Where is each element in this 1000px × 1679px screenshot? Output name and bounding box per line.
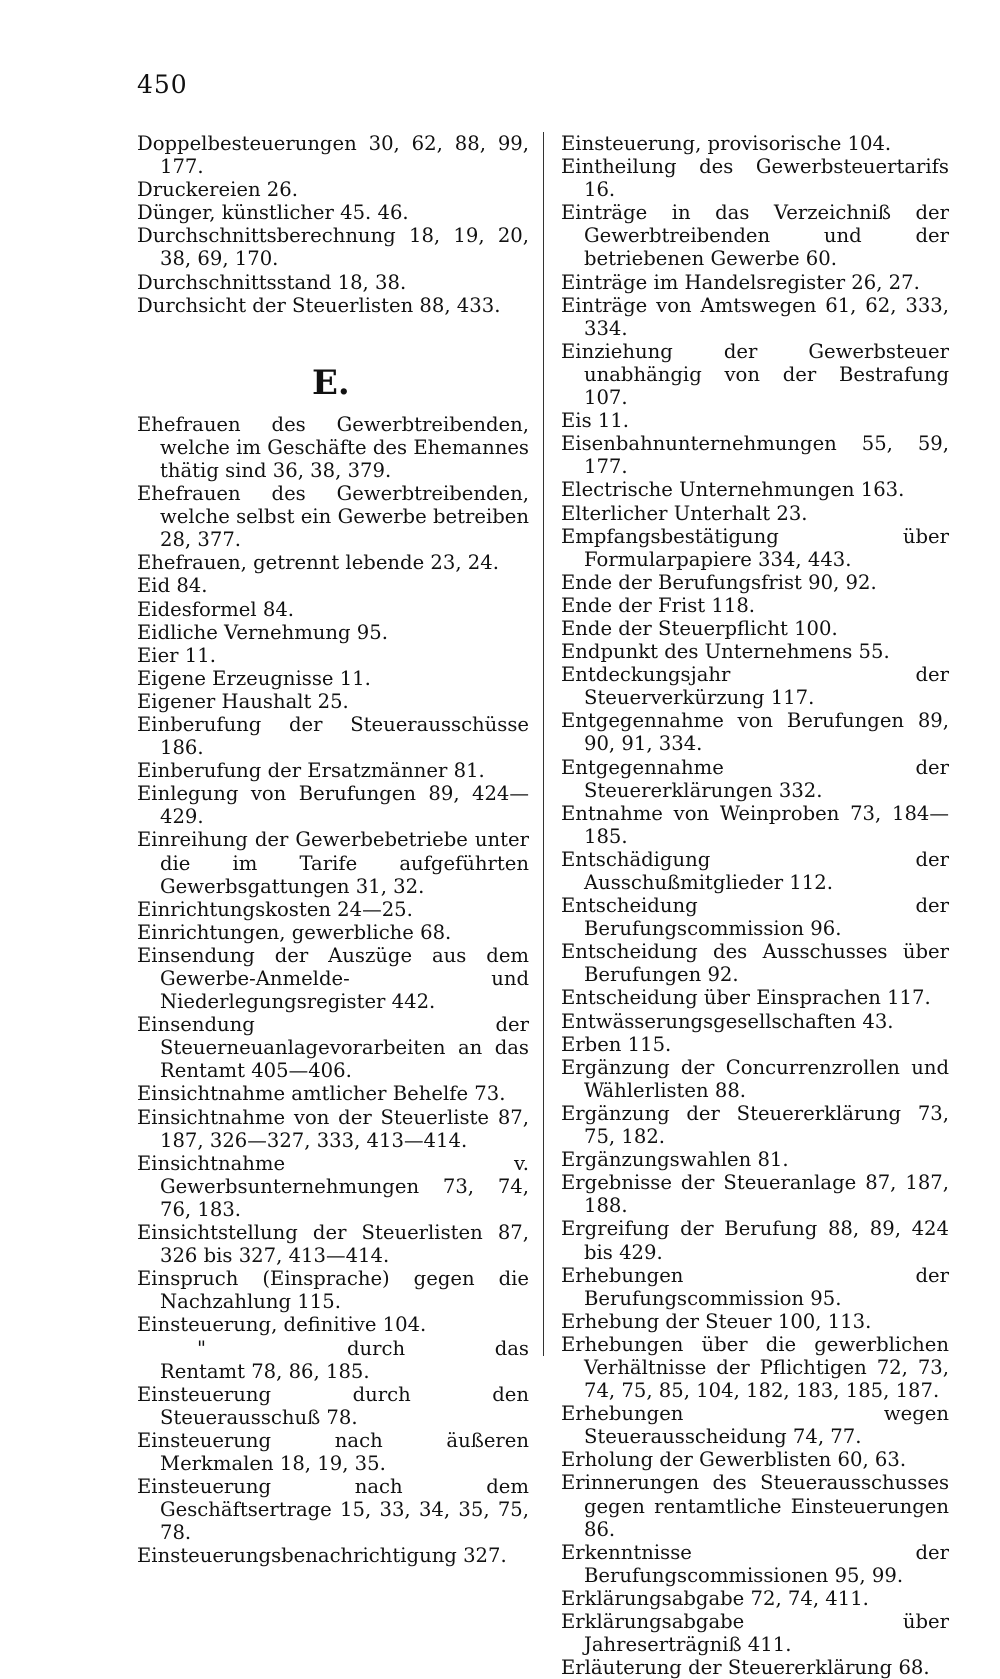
section-letter-e: E. bbox=[312, 362, 350, 403]
index-entry: Einziehung der Gewerbsteuer unabhängig von der Bestrafung 107. bbox=[561, 339, 949, 410]
index-entry: Einsteuerung nach äußeren Merkmalen 18, 19, 35. bbox=[137, 1428, 529, 1475]
ditto-mark: " bbox=[197, 1336, 207, 1360]
page-number: 450 bbox=[137, 70, 188, 99]
index-entry: Ergänzungswahlen 81. bbox=[561, 1148, 789, 1172]
index-entry: Einsichtnahme v. Gewerbsunternehmungen 73, 74, 76, 183. bbox=[137, 1151, 529, 1221]
index-entry: Erholung der Gewerblisten 60, 63. bbox=[561, 1448, 907, 1472]
index-entry: Erklärungsabgabe über Jahreserträgniß 411. bbox=[561, 1610, 949, 1657]
index-entry: Erhebung der Steuer 100, 113. bbox=[561, 1309, 872, 1333]
index-entry: Erhebungen über die gewerblichen Verhältnisse der Pflichtigen 72, 73, 74, 75, 85, 104, 182, 183, 185, 187. bbox=[561, 1332, 949, 1403]
index-entry: Entnahme von Weinproben 73, 184—185. bbox=[561, 801, 949, 848]
index-entry: Entschädigung der Ausschußmitglieder 112. bbox=[561, 847, 949, 894]
index-entry: Durchschnittsstand 18, 38. bbox=[137, 270, 407, 294]
index-entry: Ergreifung der Berufung 88, 89, 424 bis 429. bbox=[561, 1217, 949, 1264]
index-entry: Entgegennahme von Berufungen 89, 90, 91, 334. bbox=[561, 709, 949, 756]
index-entry: Ergänzung der Steuererklärung 73, 75, 182. bbox=[561, 1101, 949, 1149]
index-entry: Dünger, künstlicher 45. 46. bbox=[137, 201, 409, 225]
index-entry: Einsteuerungsbenachrichtigung 327. bbox=[137, 1544, 507, 1568]
index-entry: Durchschnittsberechnung 18, 19, 20, 38, 69, 170. bbox=[137, 224, 529, 271]
index-entry: Erkenntnisse der Berufungscommissionen 95, 99. bbox=[561, 1540, 949, 1587]
index-entry: Einträge von Amtswegen 61, 62, 333, 334. bbox=[561, 293, 949, 340]
index-entry: Einsendung der Steuerneuanlagevorarbeiten an das Rentamt 405—406. bbox=[137, 1013, 529, 1083]
index-entry: Entgegennahme der Steuererklärungen 332. bbox=[561, 755, 949, 802]
index-entry: Einsichtnahme von der Steuerliste 87, 187, 326—327, 333, 413—414. bbox=[137, 1105, 529, 1152]
entry-list-d bbox=[137, 132, 529, 317]
index-entry: Empfangsbestätigung über Formularpapiere 334, 443. bbox=[561, 524, 949, 571]
index-entry: Eidesformel 84. bbox=[137, 597, 295, 621]
index-entry: Eid 84. bbox=[137, 574, 208, 598]
index-entry: Ergänzung der Concurrenzrollen und Wählerlisten 88. bbox=[561, 1055, 949, 1102]
index-entry: Ehefrauen des Gewerbtreibenden, welche selbst ein Gewerbe betreiben 28, 377. bbox=[137, 482, 529, 552]
index-entry: Eigener Haushalt 25. bbox=[137, 689, 349, 713]
index-entry: Entwässerungsgesellschaften 43. bbox=[561, 1009, 894, 1033]
index-entry-ditto bbox=[137, 1337, 529, 1383]
index-entry: Erhebungen der Berufungscommission 95. bbox=[561, 1263, 949, 1310]
index-entry: Ende der Berufungsfrist 90, 92. bbox=[561, 570, 877, 594]
index-entry: Einrichtungskosten 24—25. bbox=[137, 897, 413, 921]
index-entry: Einreihung der Gewerbebetriebe unter die im Tarife aufgeführten Gewerbsgattungen 31, 32. bbox=[137, 828, 529, 898]
index-entry: Druckereien 26. bbox=[137, 178, 298, 202]
entry-list-right bbox=[561, 132, 949, 1679]
index-entry: Entscheidung des Ausschusses über Berufungen 92. bbox=[561, 940, 949, 987]
index-entry: Eidliche Vernehmung 95. bbox=[137, 620, 388, 644]
column-divider bbox=[543, 132, 544, 1356]
index-entry: Einsichtnahme amtlicher Behelfe 73. bbox=[137, 1082, 506, 1106]
index-entry: Einrichtungen, gewerbliche 68. bbox=[137, 920, 452, 944]
index-entry: Einspruch (Einsprache) gegen die Nachzahlung 115. bbox=[137, 1267, 529, 1314]
index-entry: Erinnerungen des Steuerausschusses gegen rentamtliche Einsteuerungen 86. bbox=[561, 1471, 949, 1541]
index-entry: Entscheidung über Einsprachen 117. bbox=[561, 986, 931, 1010]
index-entry: Durchsicht der Steuerlisten 88, 433. bbox=[137, 293, 501, 317]
index-entry: Erben 115. bbox=[561, 1032, 672, 1056]
index-entry: Elterlicher Unterhalt 23. bbox=[561, 501, 808, 525]
index-entry: Einberufung der Ersatzmänner 81. bbox=[137, 759, 485, 783]
index-entry: Einsteuerung, provisorische 104. bbox=[561, 132, 892, 155]
index-entry: Entdeckungsjahr der Steuerverkürzung 117. bbox=[561, 663, 949, 710]
index-entry: Einlegung von Berufungen 89, 424—429. bbox=[137, 782, 529, 829]
index-entry: Einsteuerung nach dem Geschäftsertrage 15, 33, 34, 35, 75, 78. bbox=[137, 1475, 529, 1545]
index-entry: Eisenbahnunternehmungen 55, 59, 177. bbox=[561, 432, 949, 479]
entry-list-end bbox=[137, 1383, 529, 1568]
index-entry: Erklärungsabgabe 72, 74, 411. bbox=[561, 1586, 869, 1610]
index-entry: Eintheilung des Gewerbsteuertarifs 16. bbox=[561, 155, 949, 202]
index-entry: Einsteuerung, definitive 104. bbox=[137, 1313, 427, 1337]
index-entry: Erhebungen wegen Steuerausscheidung 74, 77. bbox=[561, 1402, 949, 1449]
index-entry: Einträge im Handelsregister 26, 27. bbox=[561, 270, 920, 294]
index-entry: Erläuterung der Steuererklärung 68. bbox=[561, 1656, 930, 1679]
index-entry: Ende der Steuerpflicht 100. bbox=[561, 616, 838, 640]
index-entry: Einberufung der Steuerausschüsse 186. bbox=[137, 712, 529, 760]
index-entry: Einsteuerung durch den Steuerausschuß 78. bbox=[137, 1382, 529, 1429]
index-entry: Einsichtstellung der Steuerlisten 87, 326 bis 327, 413—414. bbox=[137, 1221, 529, 1268]
index-entry: Ehefrauen, getrennt lebende 23, 24. bbox=[137, 551, 499, 575]
index-entry: Ende der Frist 118. bbox=[561, 593, 756, 617]
right-column bbox=[561, 132, 949, 1679]
index-entry: Ergebnisse der Steueranlage 87, 187, 188. bbox=[561, 1171, 949, 1218]
index-entry: Doppelbesteuerungen 30, 62, 88, 99, 177. bbox=[137, 132, 529, 179]
index-entry: Einsendung der Auszüge aus dem Gewerbe-Anmelde- und Niederlegungsregister 442. bbox=[137, 943, 529, 1014]
index-entry: Eigene Erzeugnisse 11. bbox=[137, 666, 371, 690]
index-entry: Entscheidung der Berufungscommission 96. bbox=[561, 894, 949, 941]
index-entry: Eier 11. bbox=[137, 643, 216, 667]
index-entry: Einträge in das Verzeichniß der Gewerbtreibenden und der betriebenen Gewerbe 60. bbox=[561, 201, 949, 271]
ditto-entry-text: durch das Rentamt 78, 86, 185. bbox=[160, 1336, 529, 1383]
index-entry: Endpunkt des Unternehmens 55. bbox=[561, 640, 890, 664]
left-column bbox=[137, 132, 529, 1567]
index-entry: Eis 11. bbox=[561, 409, 630, 433]
index-entry: Electrische Unternehmungen 163. bbox=[561, 478, 905, 502]
entry-list-e bbox=[137, 413, 529, 1337]
index-entry: Ehefrauen des Gewerbtreibenden, welche im Geschäfte des Ehemannes thätig sind 36, 38, 379. bbox=[137, 412, 529, 482]
